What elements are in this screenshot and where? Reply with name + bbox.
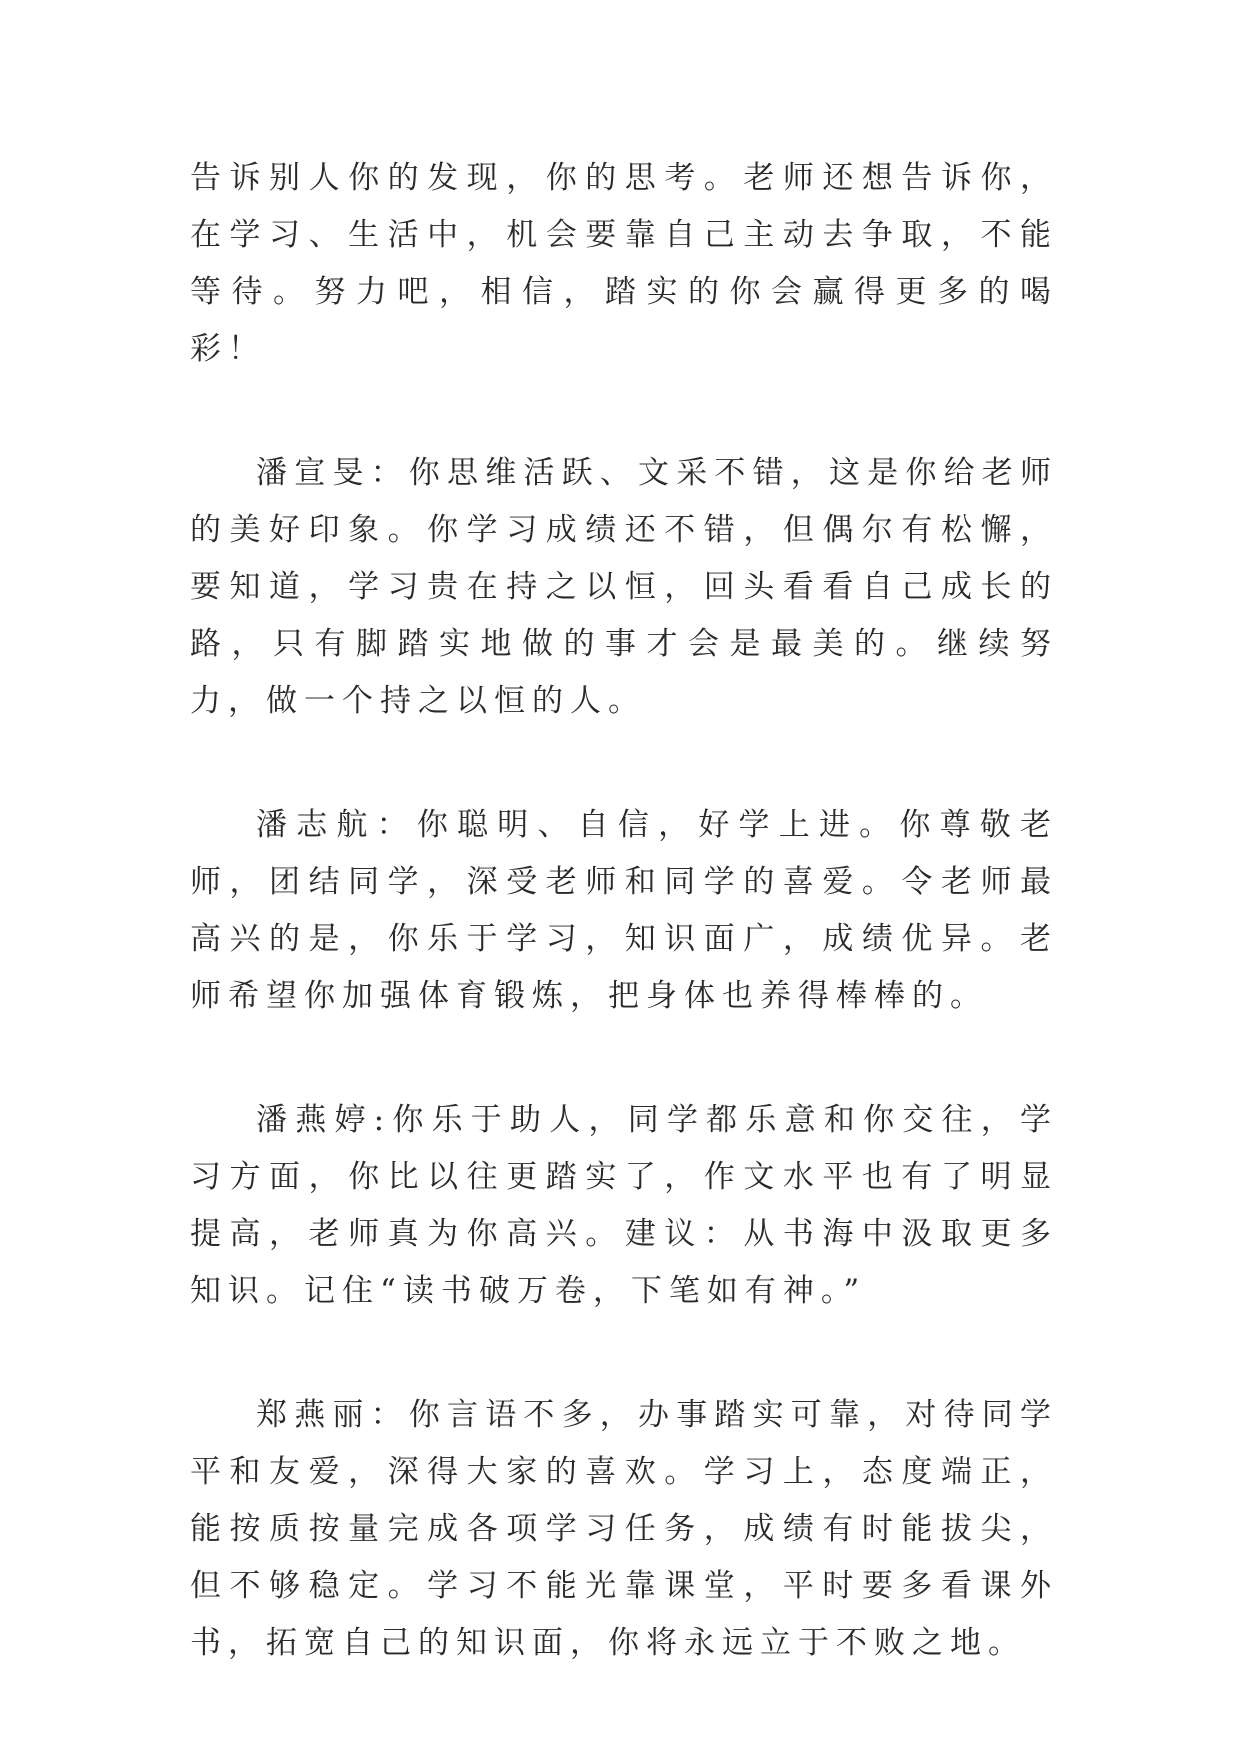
paragraph-continuation: 告诉别人你的发现，你的思考。老师还想告诉你，在学习、生活中，机会要靠自己主动去争取，不能等待。努力吧，相信，踏实的你会赢得更多的喝彩！ <box>190 160 1058 367</box>
paragraph-comment-zheng-yanli: 郑燕丽：你言语不多，办事踏实可靠，对待同学平和友爱，深得大家的喜欢。学习上，态度端正，能按质按量完成各项学习任务，成绩有时能拔尖，但不够稳定。学习不能光靠课堂，平时要多看课外书，拓宽自己的知识面，你将永远立于不败之地。 <box>190 1397 1058 1661</box>
paragraph-comment-pan-xuanmin: 潘宣旻：你思维活跃、文采不错，这是你给老师的美好印象。你学习成绩还不错，但偶尔有松懈，要知道，学习贵在持之以恒，回头看看自己成长的路，只有脚踏实地做的事才会是最美的。继续努力，做一个持之以恒的人。 <box>190 455 1058 719</box>
paragraph-comment-pan-yanting: 潘燕婷:你乐于助人，同学都乐意和你交往，学习方面，你比以往更踏实了，作文水平也有了明显提高，老师真为你高兴。建议：从书海中汲取更多知识。记住“读书破万卷，下笔如有神。” <box>190 1102 1058 1309</box>
document-body <box>190 150 1058 1672</box>
paragraph-comment-pan-zhihang: 潘志航：你聪明、自信，好学上进。你尊敬老师，团结同学，深受老师和同学的喜爱。令老师最高兴的是，你乐于学习，知识面广，成绩优异。老师希望你加强体育锻炼，把身体也养得棒棒的。 <box>190 807 1058 1014</box>
